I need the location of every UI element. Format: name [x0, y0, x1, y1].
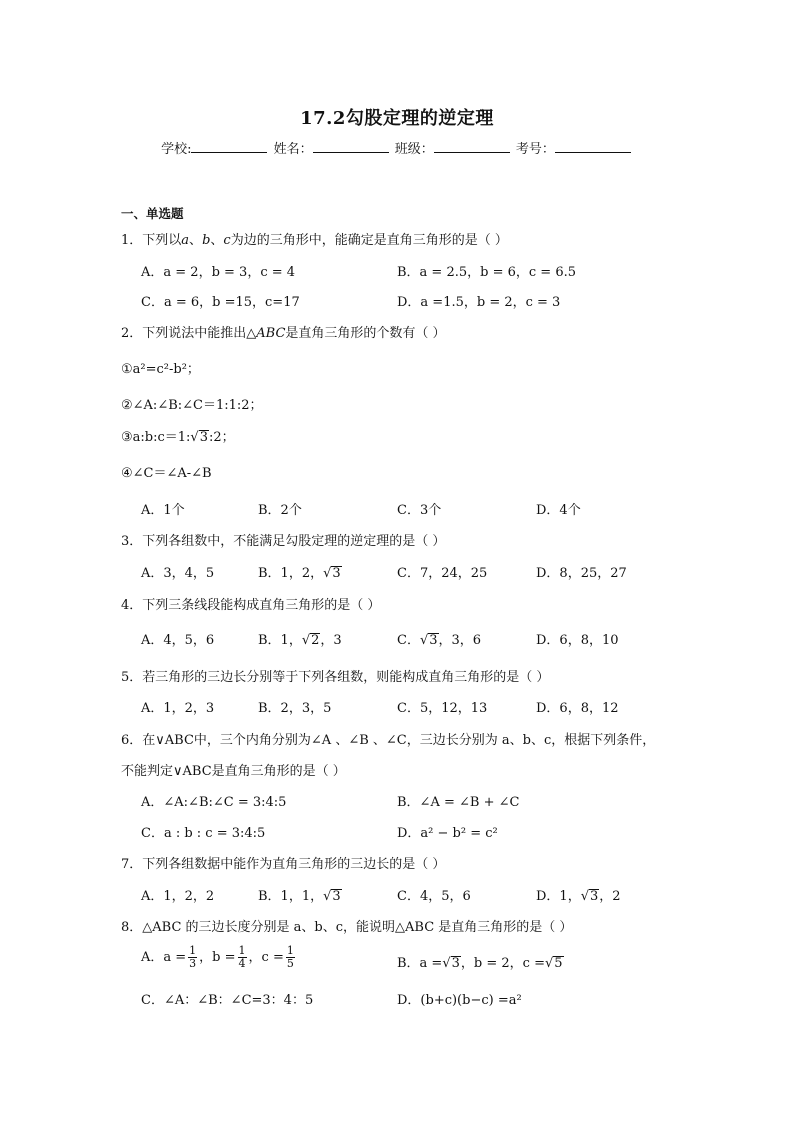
class-label: 班级：	[394, 142, 434, 157]
question-6-option-a[interactable]: A．∠A:∠B:∠C = 3:4:5	[141, 795, 287, 810]
question-3-option-b[interactable]: B．1，2，√3	[258, 566, 341, 581]
question-1-stem: 1．下列以a、b、c为边的三角形中，能确定是直角三角形的是（ ）	[121, 233, 508, 248]
question-8-stem: 8．△ABC 的三边长度分别是 a、b、c，能说明△ABC 是直角三角形的是（ ）	[121, 920, 573, 935]
sqrt-symbol: √3	[190, 430, 208, 445]
question-5-option-a[interactable]: A．1，2，3	[141, 701, 215, 716]
question-5-option-d[interactable]: D．6，8，12	[536, 701, 619, 716]
name-label: 姓名：	[273, 142, 313, 157]
question-2-option-b[interactable]: B．2个	[258, 503, 302, 518]
question-4-option-b[interactable]: B．1，√2，3	[258, 633, 342, 648]
question-6-option-b[interactable]: B．∠A = ∠B + ∠C	[397, 795, 520, 810]
section-title: 一、单选题	[121, 206, 184, 221]
question-1-option-c[interactable]: C．a = 6，b =15，c=17	[141, 295, 300, 310]
question-3-stem: 3．下列各组数中，不能满足勾股定理的逆定理的是（ ）	[121, 534, 446, 549]
question-6-stem-line-2: 不能判定∨ABC是直角三角形的是（ ）	[121, 764, 346, 779]
question-2-option-a[interactable]: A．1个	[141, 503, 185, 518]
question-1-option-a[interactable]: A．a = 2，b = 3，c = 4	[141, 265, 296, 280]
question-3-option-d[interactable]: D．8，25，27	[536, 566, 627, 581]
question-4-stem: 4．下列三条线段能构成直角三角形的是（ ）	[121, 598, 381, 613]
school-blank[interactable]	[191, 140, 267, 153]
question-8-option-a[interactable]: A．a = $\frac{1}{3}$ ，b = $\frac{1}{4}$ ，c = $\frac{1}{5}$	[141, 944, 294, 970]
number-label: 考号：	[515, 142, 555, 157]
question-6-stem-line-1: 6．在∨ABC中，三个内角分别为∠A 、∠B 、∠C，三边长分别为 a、b、c，根据下列条件，	[121, 733, 656, 748]
question-6-option-c[interactable]: C．a : b : c = 3:4:5	[141, 826, 266, 841]
question-8-option-d[interactable]: D．(b+c)(b−c) =a²	[397, 993, 522, 1008]
question-4-option-c[interactable]: C．√3，3，6	[397, 633, 482, 648]
question-4-option-a[interactable]: A．4，5，6	[141, 633, 215, 648]
question-2-option-c[interactable]: C．3个	[397, 503, 442, 518]
question-3-option-c[interactable]: C．7，24，25	[397, 566, 488, 581]
question-6-option-d[interactable]: D．a² − b² = c²	[397, 826, 498, 841]
question-2-statement-2: ②∠A:∠B:∠C＝1:1:2；	[121, 398, 263, 413]
question-1-option-b[interactable]: B．a = 2.5，b = 6，c = 6.5	[397, 265, 576, 280]
question-5-option-b[interactable]: B．2，3，5	[258, 701, 332, 716]
question-8-option-c[interactable]: C．∠A：∠B：∠C=3：4：5	[141, 993, 314, 1008]
question-7-stem: 7．下列各组数据中能作为直角三角形的三边长的是（ ）	[121, 857, 446, 872]
question-2-statement-4: ④∠C＝∠A-∠B	[121, 466, 212, 481]
question-8-option-b[interactable]: B．a =√3，b = 2，c =√5	[397, 956, 563, 971]
school-label: 学校:	[161, 142, 192, 157]
question-2-statement-3: ③a:b:c＝1:√3:2；	[121, 430, 235, 445]
name-blank[interactable]	[313, 140, 389, 153]
question-7-option-a[interactable]: A．1，2，2	[141, 889, 215, 904]
question-3-option-a[interactable]: A．3，4，5	[141, 566, 215, 581]
question-7-option-b[interactable]: B．1，1，√3	[258, 889, 341, 904]
question-5-stem: 5．若三角形的三边长分别等于下列各组数，则能构成直角三角形的是（ ）	[121, 670, 550, 685]
number-blank[interactable]	[555, 140, 631, 153]
question-4-option-d[interactable]: D．6，8，10	[536, 633, 619, 648]
question-2-stem: 2．下列说法中能推出△ABC是直角三角形的个数有（ ）	[121, 326, 446, 341]
question-5-option-c[interactable]: C．5，12，13	[397, 701, 488, 716]
question-7-option-d[interactable]: D．1，√3，2	[536, 889, 621, 904]
question-2-option-d[interactable]: D．4个	[536, 503, 581, 518]
class-blank[interactable]	[434, 140, 510, 153]
question-7-option-c[interactable]: C．4，5，6	[397, 889, 471, 904]
student-info-row	[0, 138, 794, 157]
question-1-option-d[interactable]: D．a =1.5，b = 2，c = 3	[397, 295, 561, 310]
question-2-statement-1: ①a²=c²-b²；	[121, 362, 200, 377]
page-title: 17.2勾股定理的逆定理	[300, 108, 494, 129]
